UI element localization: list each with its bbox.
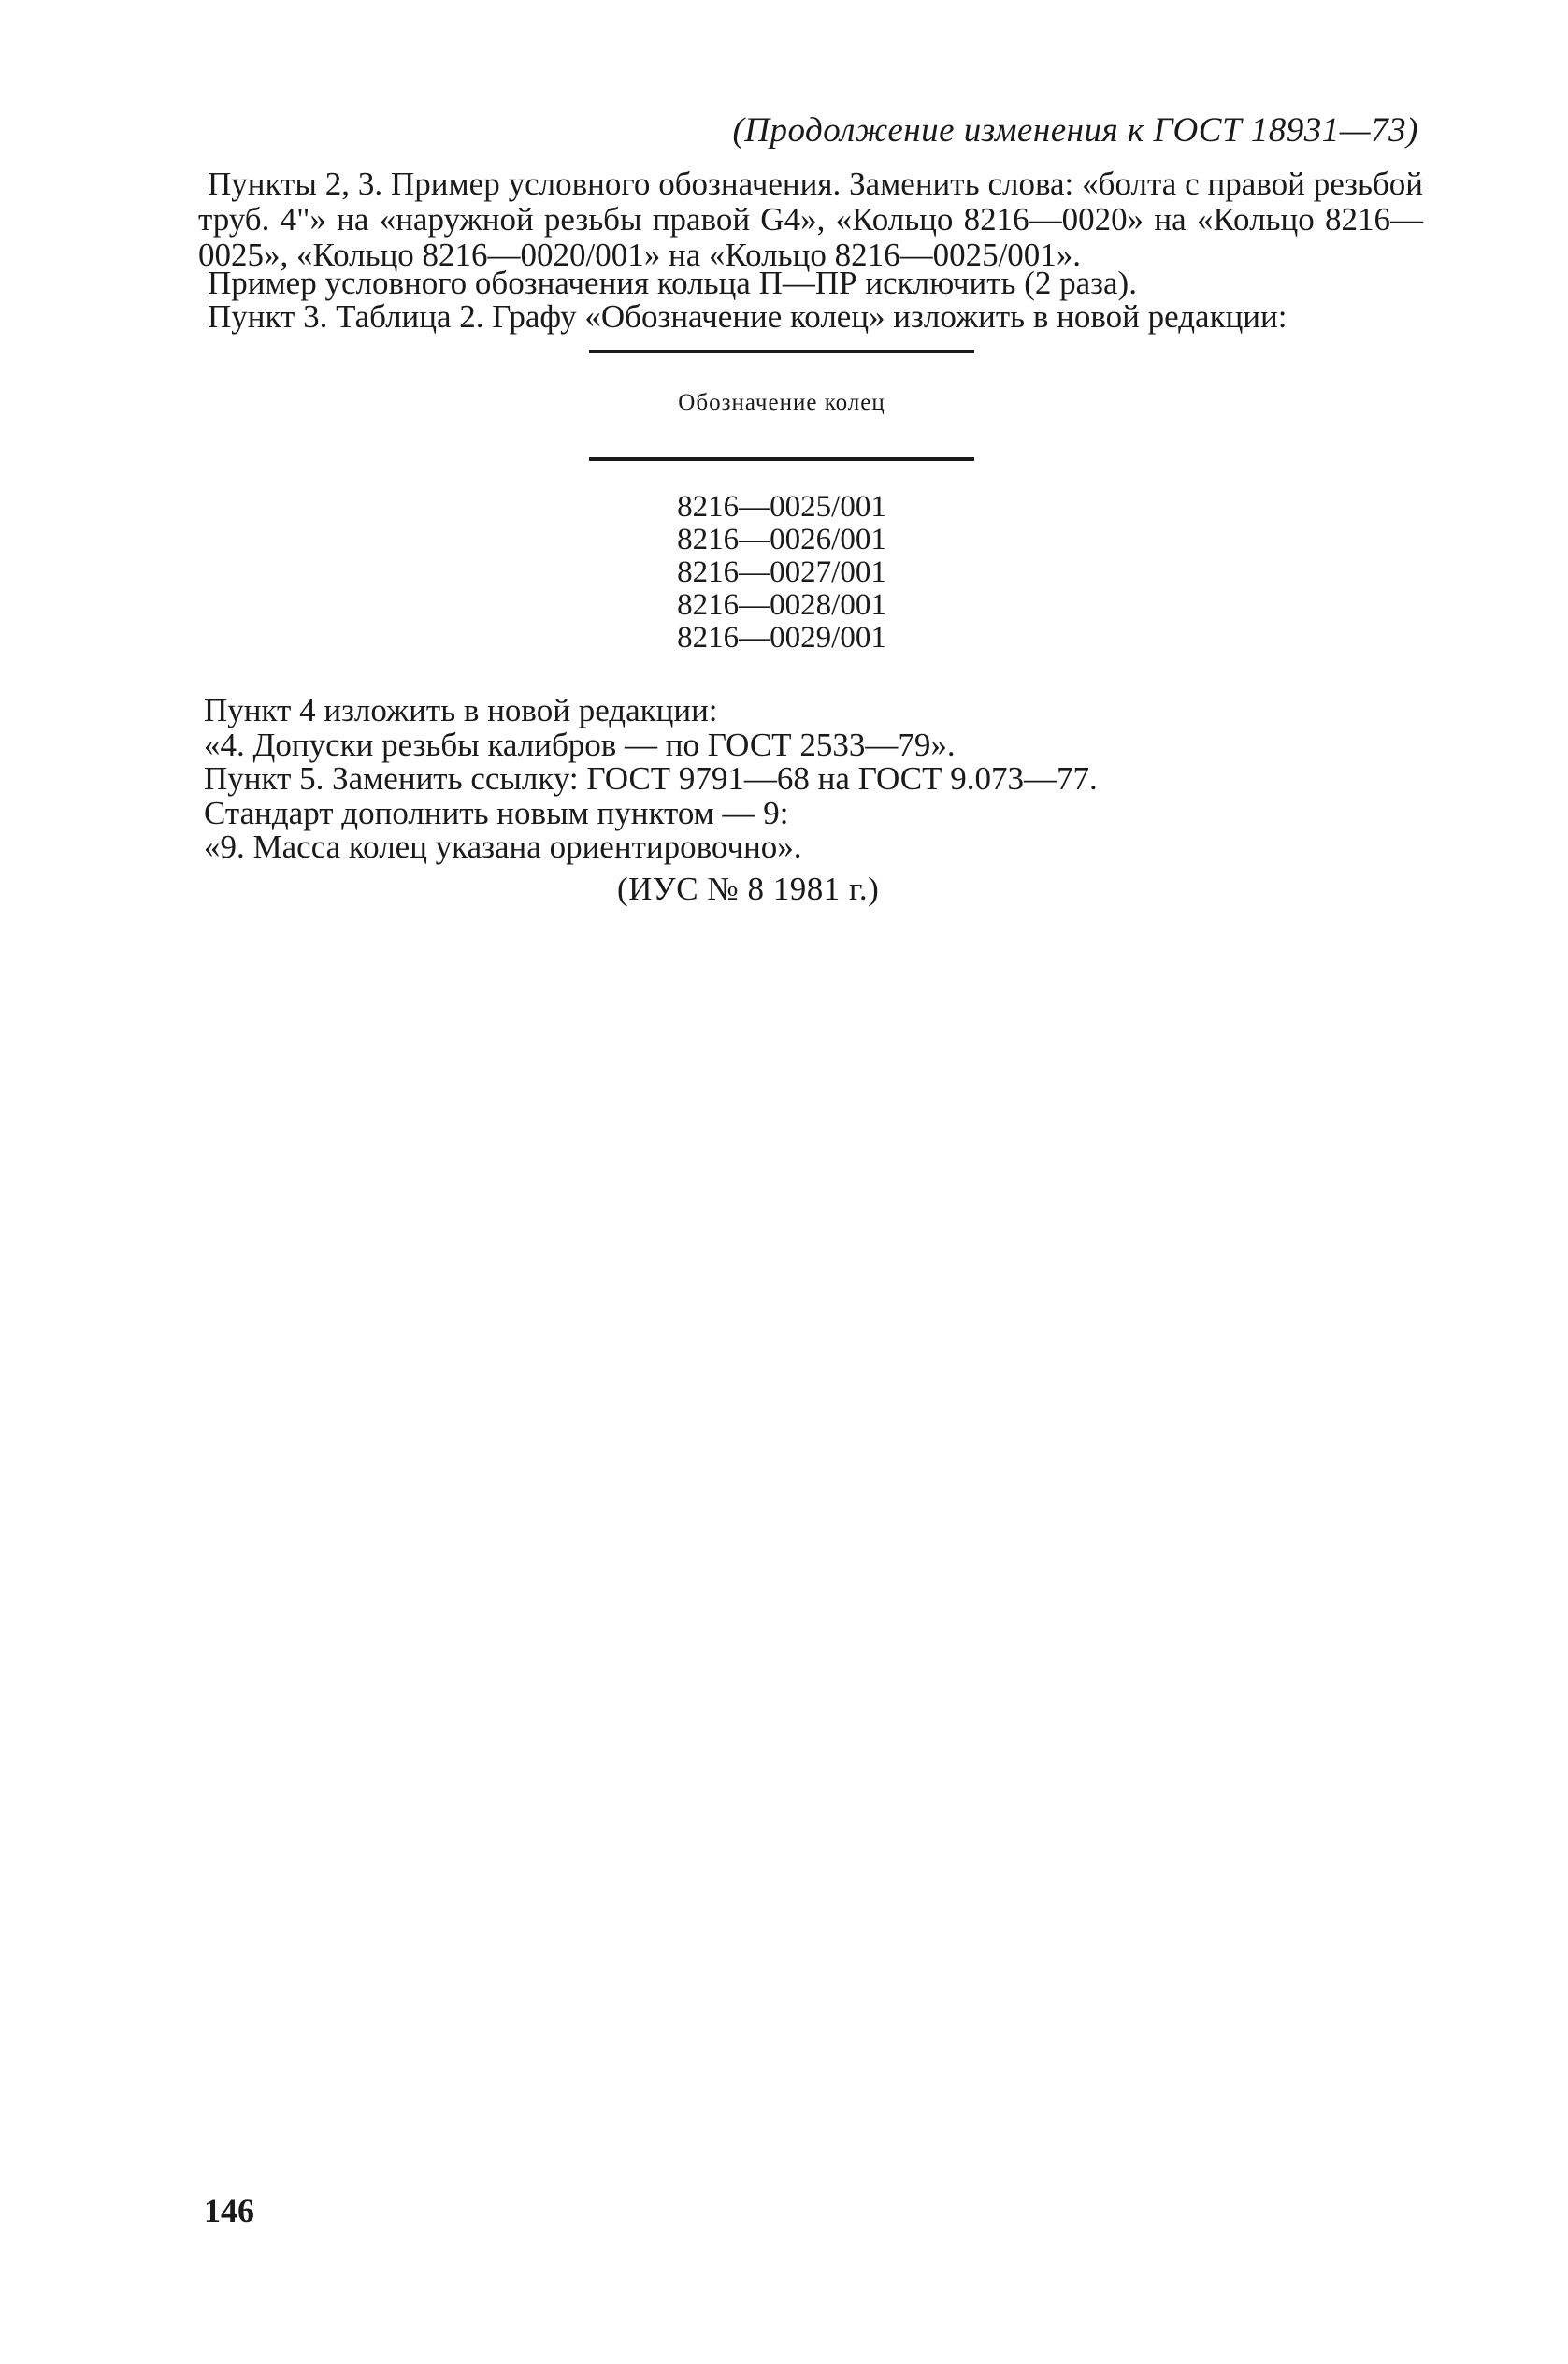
table-row: 8216—0026/001: [677, 523, 886, 556]
list-item: Пункт 5. Заменить ссылку: ГОСТ 9791—68 на ГОСТ 9.073—77.: [204, 760, 1098, 797]
list-item: «4. Допуски резьбы калибров — по ГОСТ 2533—79».: [204, 726, 956, 763]
list-item: Пункт 4 изложить в новой редакции:: [204, 692, 718, 728]
table-row: 8216—0025/001: [677, 490, 886, 524]
continuation-header: (Продолжение изменения к ГОСТ 18931—73): [732, 111, 1418, 150]
list-item: «9. Масса колец указана ориентировочно».: [204, 829, 802, 865]
paragraph-example-exclude: Пример условного обозначения кольца П—ПР исключить (2 раза).: [208, 265, 1137, 301]
table-row: 8216—0029/001: [677, 621, 886, 655]
paragraph-points-2-3: Пункты 2, 3. Пример условного обозначения. Заменить слова: «болта с правой резьбой труб. 4"» на «наружной резьбы правой G4», «Кольцо 8216—0020» на «Кольцо 8216—0025», «Кольцо 8216—0020/001» на «Кольцо 8216—0025/001».: [198, 166, 1423, 273]
table-body: [589, 491, 974, 655]
list-item: Стандарт дополнить новым пунктом — 9:: [204, 794, 789, 831]
table-row: 8216—0027/001: [677, 555, 886, 589]
table-row: 8216—0028/001: [677, 588, 886, 622]
amendment-list: [204, 694, 1419, 865]
table-header-rule: [589, 457, 974, 461]
table-column-header: Обозначение колец: [678, 390, 885, 415]
table-top-rule: [589, 350, 974, 353]
source-note: (ИУС № 8 1981 г.): [617, 871, 880, 907]
paragraph-table-2: Пункт 3. Таблица 2. Графу «Обозначение колец» изложить в новой редакции:: [208, 298, 1287, 335]
page-number: 146: [204, 2192, 254, 2229]
